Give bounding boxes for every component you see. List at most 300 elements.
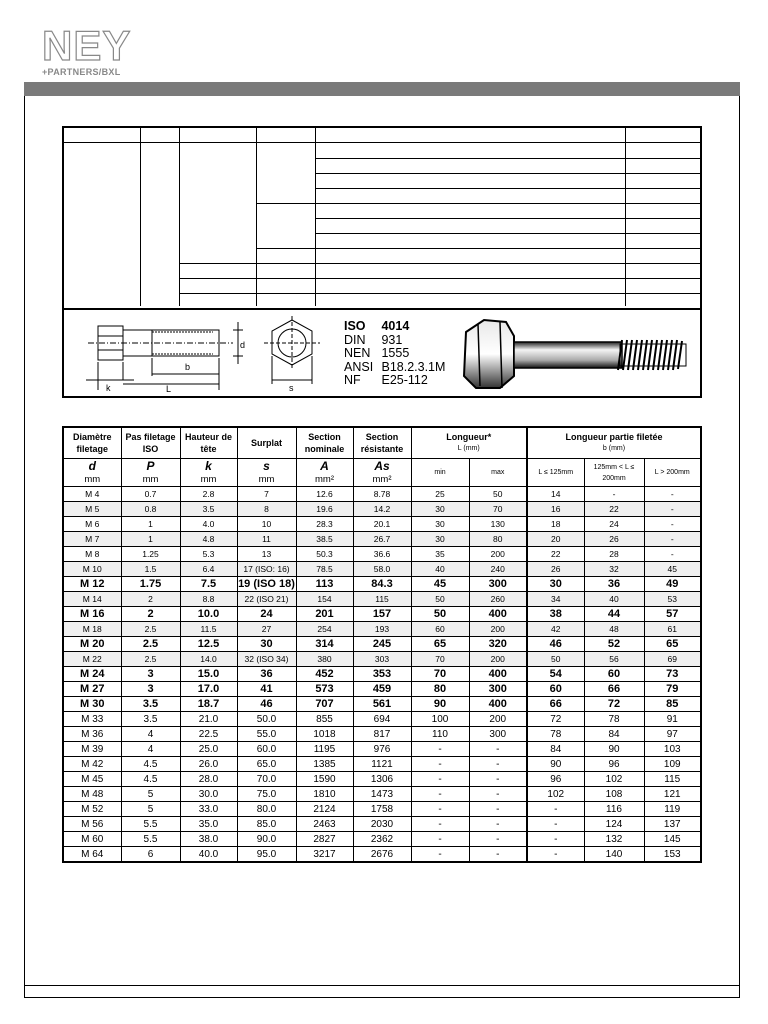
table-cell: 707 [296,697,353,712]
table-cell: 4.5 [121,757,180,772]
table-cell: 60.0 [237,742,296,757]
table-cell: - [527,847,584,863]
standard-row: ANSI B18.2.3.1M [344,359,446,374]
table-cell: 52 [584,637,644,652]
table-cell: 102 [584,772,644,787]
table-cell: - [411,772,469,787]
table-cell: 21.0 [180,712,237,727]
table-cell: 121 [644,787,701,802]
table-cell: 57 [644,607,701,622]
table-cell: 115 [644,772,701,787]
table-cell: 78 [527,727,584,742]
table-cell: 96 [584,757,644,772]
table-cell: 130 [469,517,527,532]
table-cell: 1 [121,517,180,532]
unit-d: mm [63,473,121,487]
table-cell: 79 [644,682,701,697]
company-logo [42,22,172,77]
symbol-As: As [353,459,411,474]
table-row [63,487,701,502]
table-cell: 2.5 [121,637,180,652]
table-cell: 817 [353,727,411,742]
table-row [63,622,701,637]
table-cell: 65 [644,637,701,652]
table-cell: 108 [584,787,644,802]
table-cell: 157 [353,607,411,622]
table-cell: 6.4 [180,562,237,577]
table-cell: M 24 [63,667,121,682]
symbol-A: A [296,459,353,474]
table-cell: 14.0 [180,652,237,667]
table-cell: 54 [527,667,584,682]
table-cell: 153 [644,847,701,863]
header-longueur: Longueur* L (mm) [411,427,527,459]
table-cell: 28 [584,547,644,562]
table-cell: 2827 [296,832,353,847]
table-row [63,667,701,682]
table-cell: 80 [411,682,469,697]
table-cell: 4 [121,742,180,757]
table-cell: 40 [411,562,469,577]
table-cell: M 12 [63,577,121,592]
table-cell: M 48 [63,787,121,802]
table-cell: 200 [469,547,527,562]
bolt-side-drawing [68,312,258,396]
table-cell: M 6 [63,517,121,532]
table-body [63,487,701,863]
header-section-nominale: Section nominale [296,427,353,459]
table-cell: M 42 [63,757,121,772]
table-cell: 2030 [353,817,411,832]
table-cell: 103 [644,742,701,757]
table-cell: 2676 [353,847,411,863]
table-cell: 84.3 [353,577,411,592]
table-cell: 459 [353,682,411,697]
table-cell: 65.0 [237,757,296,772]
table-cell: M 20 [63,637,121,652]
table-cell: 38.0 [180,832,237,847]
table-cell: 2 [121,607,180,622]
table-cell: 50.3 [296,547,353,562]
table-cell: - [469,832,527,847]
table-row [63,787,701,802]
table-cell: 24 [584,517,644,532]
table-cell: 11.5 [180,622,237,637]
table-cell: 30 [411,532,469,547]
table-cell: 60 [411,622,469,637]
table-cell: - [411,802,469,817]
table-cell: 80.0 [237,802,296,817]
header-partie-filetee: Longueur partie filetée b (mm) [527,427,701,459]
standards-list [344,320,445,388]
table-cell: 36 [237,667,296,682]
table-cell: - [411,757,469,772]
table-cell: 13 [237,547,296,562]
table-cell: 1.5 [121,562,180,577]
header-b-gt-200: L > 200mm [644,459,701,487]
table-cell: 50 [411,592,469,607]
table-cell: 26.7 [353,532,411,547]
table-cell: 113 [296,577,353,592]
table-cell: 97 [644,727,701,742]
table-cell: 2124 [296,802,353,817]
table-cell: 85.0 [237,817,296,832]
table-cell: 30 [527,577,584,592]
symbol-s: s [237,459,296,474]
header-b-125-200: 125mm < L ≤ 200mm [584,459,644,487]
label-d: d [240,340,246,350]
empty-spec-grid [64,128,700,306]
unit-s: mm [237,473,296,487]
table-cell: 12.6 [296,487,353,502]
table-cell: 0.8 [121,502,180,517]
table-cell: 17 (ISO: 16) [237,562,296,577]
table-cell: 69 [644,652,701,667]
symbol-k: k [180,459,237,474]
table-cell: 3217 [296,847,353,863]
table-row [63,832,701,847]
table-cell: 1 [121,532,180,547]
table-cell: 50 [527,652,584,667]
table-cell: 53 [644,592,701,607]
table-cell: 193 [353,622,411,637]
table-cell: 70 [411,652,469,667]
table-cell: 26.0 [180,757,237,772]
table-cell: - [469,847,527,863]
table-cell: 573 [296,682,353,697]
table-cell: 3.5 [121,697,180,712]
table-row [63,727,701,742]
table-cell: 303 [353,652,411,667]
standard-row: DIN 931 [344,332,403,347]
table-cell: 45 [411,577,469,592]
spec-box [62,126,702,398]
table-cell: - [644,547,701,562]
standard-row: ISO 4014 [344,319,410,333]
bolt-hex-drawing [262,316,322,396]
table-cell: 5 [121,787,180,802]
table-cell: - [527,802,584,817]
table-cell: 56 [584,652,644,667]
table-cell: 60 [584,667,644,682]
table-cell: 300 [469,577,527,592]
table-cell: 90.0 [237,832,296,847]
table-cell: 200 [469,652,527,667]
table-cell: 17.0 [180,682,237,697]
table-cell: 4.8 [180,532,237,547]
table-cell: 55.0 [237,727,296,742]
table-cell: 14 [527,487,584,502]
table-cell: 38.5 [296,532,353,547]
table-cell: M 8 [63,547,121,562]
table-cell: 32 (ISO 34) [237,652,296,667]
bolt-figure [64,308,700,398]
table-cell: 58.0 [353,562,411,577]
table-cell: 5 [121,802,180,817]
logo-main: NEY [42,22,132,69]
table-cell: 22 [584,502,644,517]
table-row [63,802,701,817]
table-cell: 2362 [353,832,411,847]
table-cell: 46 [527,637,584,652]
table-cell: 70 [469,502,527,517]
table-cell: 28.3 [296,517,353,532]
table-cell: 154 [296,592,353,607]
table-cell: 353 [353,667,411,682]
table-row [63,757,701,772]
table-cell: 27 [237,622,296,637]
table-cell: M 30 [63,697,121,712]
table-cell: 40.0 [180,847,237,863]
symbol-d: d [63,459,121,474]
table-cell: M 45 [63,772,121,787]
table-cell: 400 [469,697,527,712]
table-cell: - [644,487,701,502]
table-cell: 2 [121,592,180,607]
table-cell: 75.0 [237,787,296,802]
table-cell: 7.5 [180,577,237,592]
table-row [63,562,701,577]
table-cell: 36 [584,577,644,592]
table-cell: 25 [411,487,469,502]
header-max: max [469,459,527,487]
table-cell: 24 [237,607,296,622]
table-cell: 1306 [353,772,411,787]
table-cell: 66 [527,697,584,712]
table-cell: 254 [296,622,353,637]
table-cell: 16 [527,502,584,517]
table-row [63,502,701,517]
table-row [63,772,701,787]
table-cell: 102 [527,787,584,802]
table-cell: 5.5 [121,832,180,847]
table-cell: 145 [644,832,701,847]
table-cell: 65 [411,637,469,652]
table-cell: 66 [584,682,644,697]
table-cell: 1121 [353,757,411,772]
table-row [63,592,701,607]
label-L: L [166,384,172,394]
table-cell: 11 [237,532,296,547]
table-cell: 976 [353,742,411,757]
table-cell: - [469,787,527,802]
header-pas: Pas filetage ISO [121,427,180,459]
table-cell: 42 [527,622,584,637]
table-cell: 1810 [296,787,353,802]
table-cell: 26 [527,562,584,577]
bolt-dimensions-table [62,426,702,863]
table-cell: 400 [469,667,527,682]
table-cell: 85 [644,697,701,712]
table-cell: 38 [527,607,584,622]
table-row [63,637,701,652]
table-cell: - [469,772,527,787]
table-cell: 2.8 [180,487,237,502]
table-cell: M 16 [63,607,121,622]
table-cell: 84 [527,742,584,757]
header-min: min [411,459,469,487]
table-cell: 30 [237,637,296,652]
table-cell: 60 [527,682,584,697]
table-cell: 25.0 [180,742,237,757]
table-cell: 80 [469,532,527,547]
table-row [63,697,701,712]
table-cell: M 60 [63,832,121,847]
table-cell: 46 [237,697,296,712]
table-cell: 22.5 [180,727,237,742]
table-cell: 72 [584,697,644,712]
table-cell: 30 [411,502,469,517]
table-cell: 14.2 [353,502,411,517]
table-cell: 18.7 [180,697,237,712]
table-cell: 561 [353,697,411,712]
table-cell: 91 [644,712,701,727]
table-cell: 4.5 [121,772,180,787]
table-cell: M 7 [63,532,121,547]
table-cell: 3.5 [121,712,180,727]
table-cell: 90 [527,757,584,772]
table-cell: 78 [584,712,644,727]
table-cell: 124 [584,817,644,832]
label-s: s [289,383,294,393]
table-cell: 260 [469,592,527,607]
table-cell: 72 [527,712,584,727]
bolt-photo [456,316,692,392]
table-cell: 2463 [296,817,353,832]
table-cell: 40 [584,592,644,607]
table-row [63,532,701,547]
table-cell: - [411,817,469,832]
table-cell: 5.5 [121,817,180,832]
table-cell: 109 [644,757,701,772]
table-cell: 8.78 [353,487,411,502]
table-cell: 119 [644,802,701,817]
table-cell: 3 [121,667,180,682]
table-cell: 28.0 [180,772,237,787]
table-cell: 49 [644,577,701,592]
table-cell: M 10 [63,562,121,577]
table-cell: 5.3 [180,547,237,562]
table-cell: 300 [469,682,527,697]
standard-row: NF E25-112 [344,373,428,387]
table-cell: - [644,532,701,547]
label-k: k [106,383,111,393]
table-cell: 6 [121,847,180,863]
table-cell: 30 [411,517,469,532]
table-cell: 84 [584,727,644,742]
unit-A: mm² [296,473,353,487]
table-cell: 36.6 [353,547,411,562]
table-cell: M 22 [63,652,121,667]
table-cell: - [469,802,527,817]
table-cell: 50 [469,487,527,502]
table-cell: 200 [469,622,527,637]
footer-line [24,985,740,986]
table-cell: 22 (ISO 21) [237,592,296,607]
table-cell: - [411,847,469,863]
table-cell: 1018 [296,727,353,742]
table-row [63,577,701,592]
table-cell: - [411,742,469,757]
header-diametre: Diamètre filetage [63,427,121,459]
table-row [63,847,701,863]
table-cell: 20 [527,532,584,547]
table-cell: M 39 [63,742,121,757]
table-row [63,682,701,697]
unit-k: mm [180,473,237,487]
table-cell: 44 [584,607,644,622]
table-cell: 1758 [353,802,411,817]
table-cell: 1.75 [121,577,180,592]
table-row [63,517,701,532]
table-row [63,712,701,727]
table-cell: - [411,787,469,802]
table-cell: 26 [584,532,644,547]
table-cell: - [527,832,584,847]
table-cell: 19.6 [296,502,353,517]
table-cell: 694 [353,712,411,727]
logo-sub: +PARTNERS/BXL [42,67,121,77]
table-cell: 1.25 [121,547,180,562]
table-cell: 50 [411,607,469,622]
table-cell: 116 [584,802,644,817]
table-row [63,742,701,757]
table-cell: M 36 [63,727,121,742]
table-cell: 452 [296,667,353,682]
table-cell: 110 [411,727,469,742]
label-b: b [185,362,191,372]
header-band [24,82,740,96]
table-row [63,652,701,667]
table-cell: 2.5 [121,622,180,637]
table-cell: 7 [237,487,296,502]
table-cell: - [469,817,527,832]
table-cell: 1385 [296,757,353,772]
table-cell: - [644,517,701,532]
table-cell: 115 [353,592,411,607]
table-cell: 855 [296,712,353,727]
header-surplat: Surplat [237,427,296,459]
table-cell: 140 [584,847,644,863]
table-cell: - [469,742,527,757]
table-cell: 137 [644,817,701,832]
table-cell: 245 [353,637,411,652]
table-cell: 22 [527,547,584,562]
header-hauteur: Hauteur de tête [180,427,237,459]
table-cell: M 14 [63,592,121,607]
unit-P: mm [121,473,180,487]
table-cell: 15.0 [180,667,237,682]
table-cell: 50.0 [237,712,296,727]
table-cell: 1590 [296,772,353,787]
table-cell: 48 [584,622,644,637]
table-cell: - [469,757,527,772]
table-cell: 100 [411,712,469,727]
table-cell: 201 [296,607,353,622]
header-section-resistante: Section résistante [353,427,411,459]
table-cell: 70 [411,667,469,682]
table-cell: M 33 [63,712,121,727]
table-cell: 314 [296,637,353,652]
table-cell: 4 [121,727,180,742]
table-cell: M 27 [63,682,121,697]
table-cell: M 56 [63,817,121,832]
unit-As: mm² [353,473,411,487]
table-cell: 61 [644,622,701,637]
table-cell: 96 [527,772,584,787]
table-cell: 240 [469,562,527,577]
table-row [63,817,701,832]
